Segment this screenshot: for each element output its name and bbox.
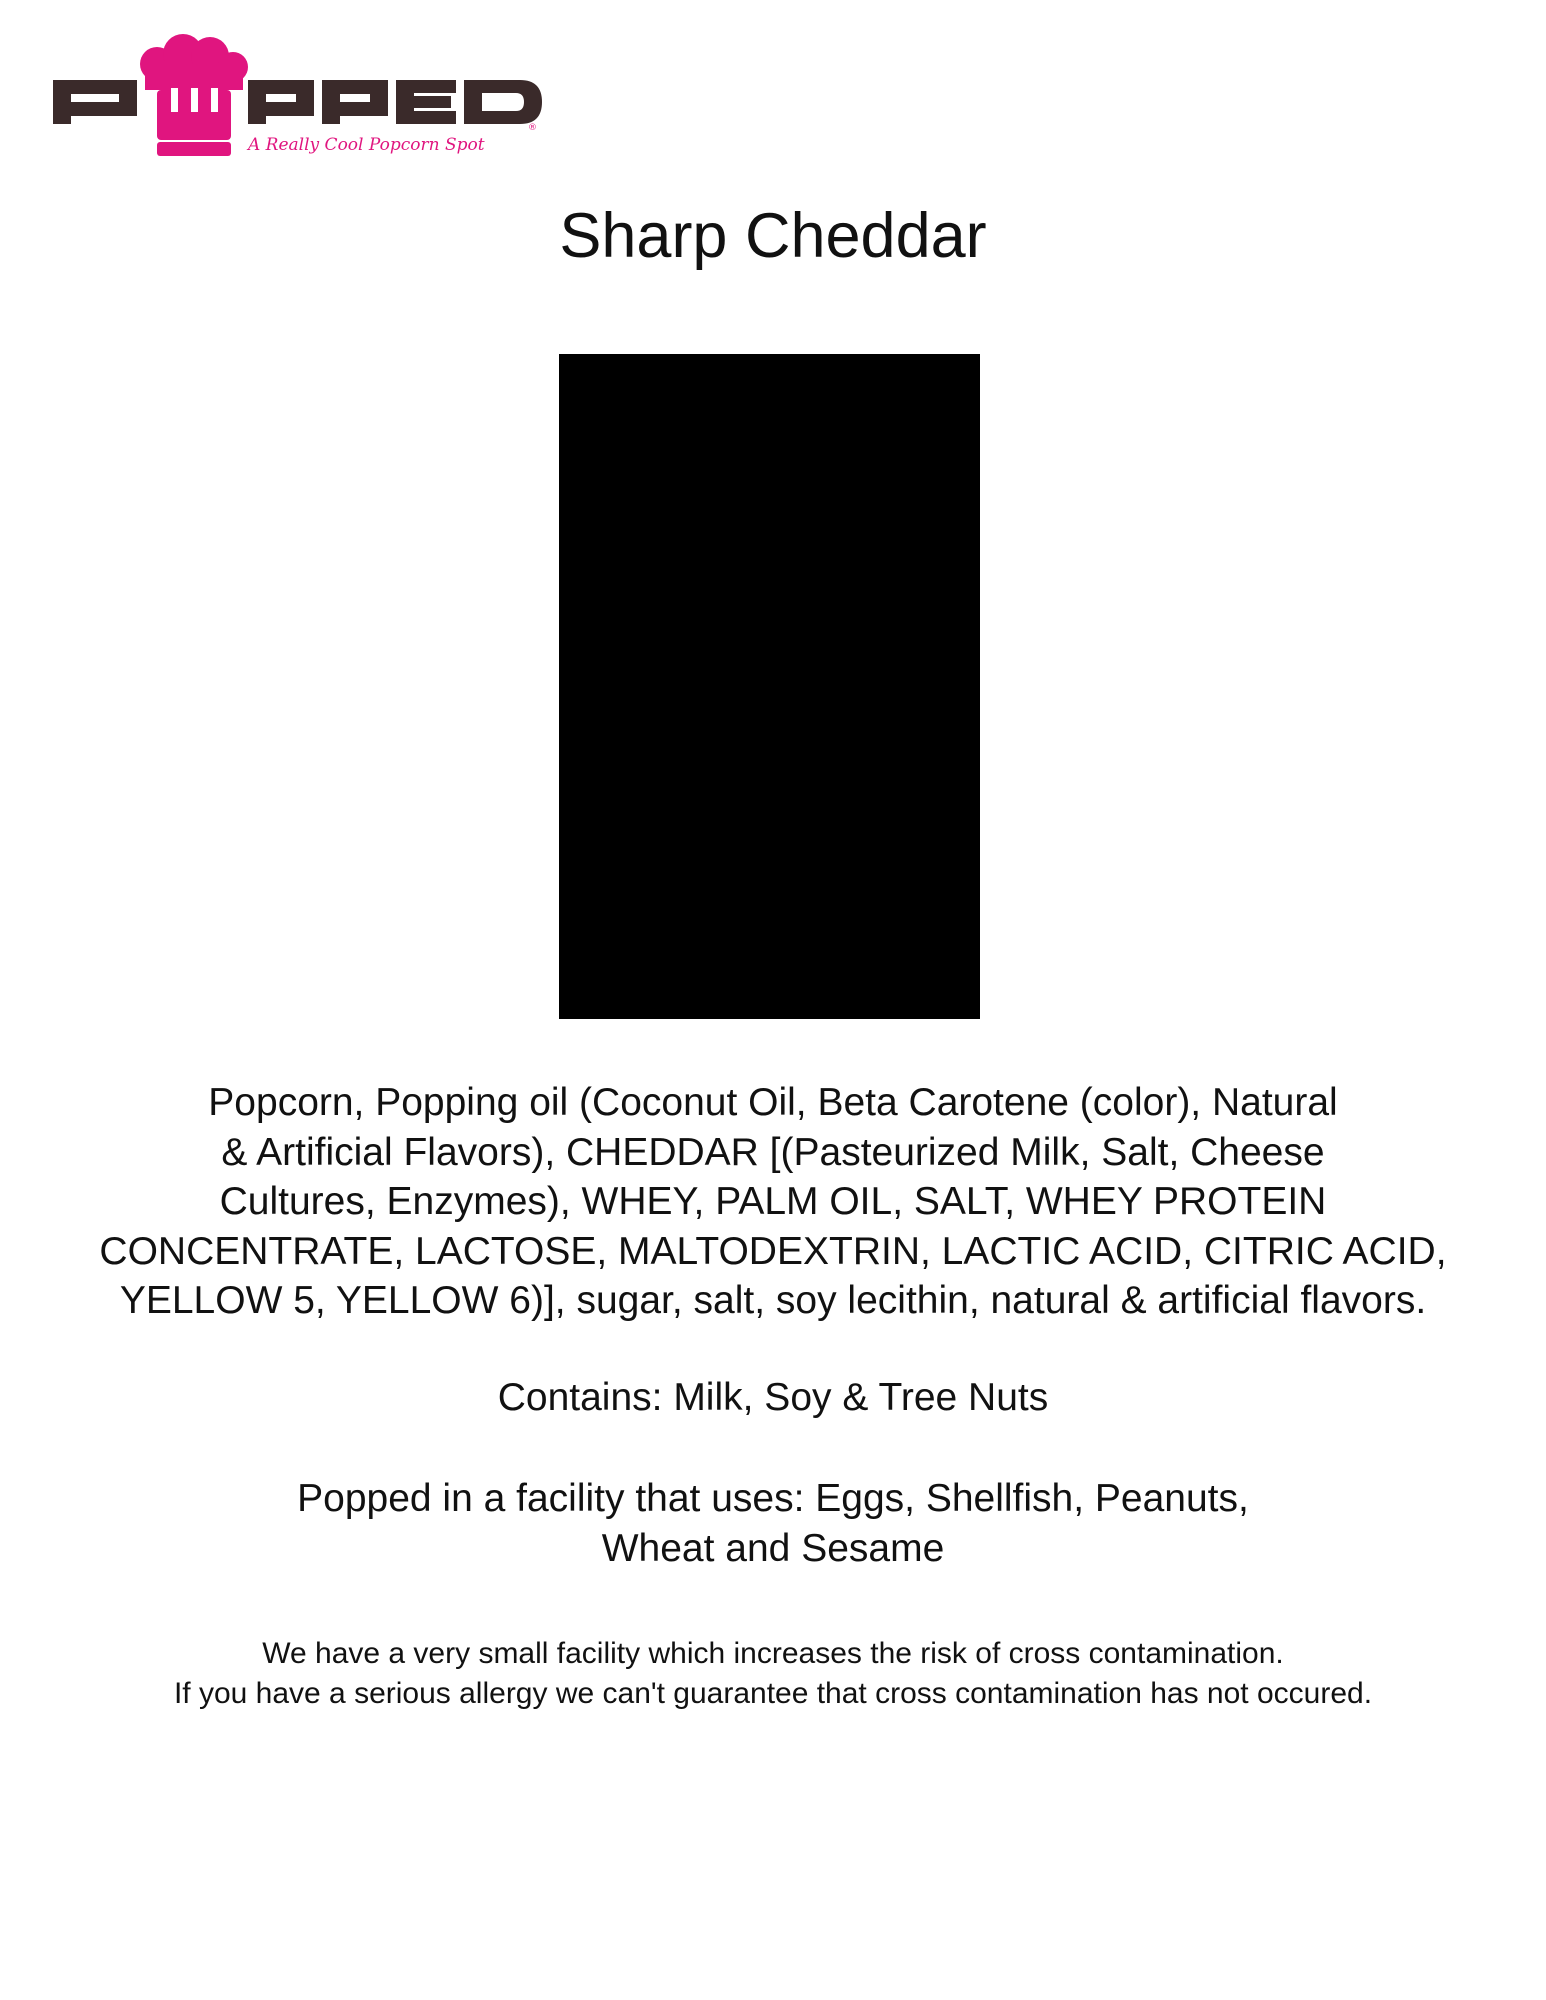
contains-allergens: Contains: Milk, Soy & Tree Nuts bbox=[497, 1376, 1049, 1419]
svg-text:®: ® bbox=[528, 123, 537, 133]
ingredients-line: Cultures, Enzymes), WHEY, PALM OIL, SALT, WHEY PROTEIN bbox=[219, 1180, 1327, 1223]
disclaimer-line: If you have a serious allergy we can't guarantee that cross contamination has not occured. bbox=[173, 1677, 1373, 1710]
facility-allergens bbox=[0, 1474, 1546, 1573]
product-title: Sharp Cheddar bbox=[559, 201, 987, 271]
product-image bbox=[559, 354, 980, 1019]
cross-contamination-disclaimer bbox=[0, 1634, 1546, 1714]
logo-tagline: A Really Cool Popcorn Spot bbox=[248, 135, 485, 155]
disclaimer-line: We have a very small facility which increases the risk of cross contamination. bbox=[262, 1637, 1284, 1670]
popped-logo bbox=[50, 34, 550, 162]
facility-line: Popped in a facility that uses: Eggs, Shellfish, Peanuts, bbox=[297, 1477, 1249, 1520]
facility-line: Wheat and Sesame bbox=[601, 1526, 945, 1570]
ingredients-text bbox=[60, 1078, 1486, 1326]
ingredients-line: YELLOW 5, YELLOW 6)], sugar, salt, soy lecithin, natural & artificial flavors. bbox=[119, 1279, 1427, 1322]
ingredients-line: CONCENTRATE, LACTOSE, MALTODEXTRIN, LACTIC ACID, CITRIC ACID, bbox=[99, 1229, 1447, 1273]
ingredients-line: & Artificial Flavors), CHEDDAR [(Pasteurized Milk, Salt, Cheese bbox=[221, 1130, 1325, 1174]
logo-graphic bbox=[50, 34, 550, 162]
ingredients-line: Popcorn, Popping oil (Coconut Oil, Beta Carotene (color), Natural bbox=[208, 1081, 1338, 1124]
